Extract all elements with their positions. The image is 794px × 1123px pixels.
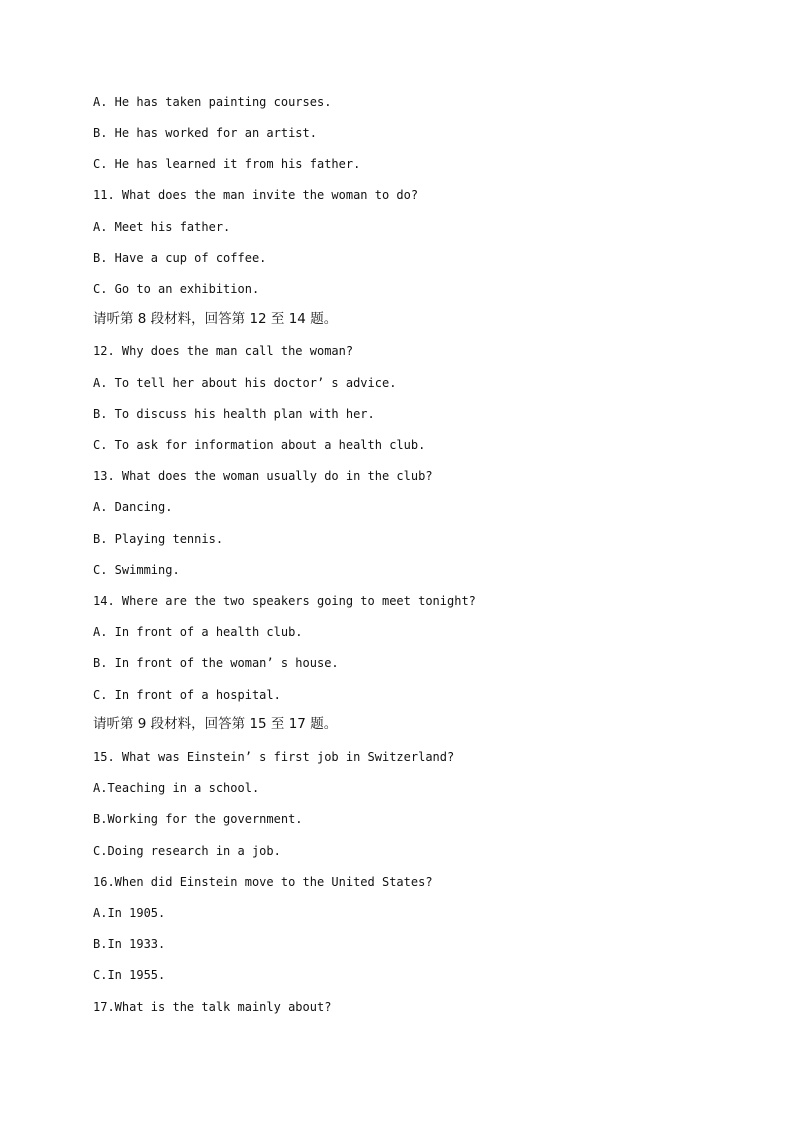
option-12c: C. To ask for information about a health club. [93,438,426,452]
option-10a: A. He has taken painting courses. [93,95,332,109]
section-instruction-9: 请听第 9 段材料，回答第 15 至 17 题。 [93,716,338,732]
question-15: 15. What was Einstein’ s first job in Switzerland? [93,750,455,764]
option-13c: C. Swimming. [93,563,180,577]
option-14b: B. In front of the woman’ s house. [93,656,339,670]
question-13: 13. What does the woman usually do in the club? [93,469,433,483]
option-13a: A. Dancing. [93,500,173,514]
option-16b: B.In 1933. [93,937,166,951]
option-15c: C.Doing research in a job. [93,844,281,858]
option-11b: B. Have a cup of coffee. [93,251,267,265]
option-16c: C.In 1955. [93,968,166,982]
option-12a: A. To tell her about his doctor’ s advice. [93,376,397,390]
option-12b: B. To discuss his health plan with her. [93,407,375,421]
option-11a: A. Meet his father. [93,220,231,234]
option-11c: C. Go to an exhibition. [93,282,260,296]
option-15b: B.Working for the government. [93,812,303,826]
question-14: 14. Where are the two speakers going to meet tonight? [93,594,476,608]
section-instruction-8: 请听第 8 段材料，回答第 12 至 14 题。 [93,311,338,327]
option-16a: A.In 1905. [93,906,166,920]
question-11: 11. What does the man invite the woman to do? [93,188,419,202]
question-17: 17.What is the talk mainly about? [93,1000,332,1014]
option-13b: B. Playing tennis. [93,532,224,546]
option-10c: C. He has learned it from his father. [93,157,361,171]
option-14a: A. In front of a health club. [93,625,303,639]
question-12: 12. Why does the man call the woman? [93,344,354,358]
option-15a: A.Teaching in a school. [93,781,260,795]
option-10b: B. He has worked for an artist. [93,126,317,140]
question-16: 16.When did Einstein move to the United States? [93,875,433,889]
option-14c: C. In front of a hospital. [93,688,281,702]
